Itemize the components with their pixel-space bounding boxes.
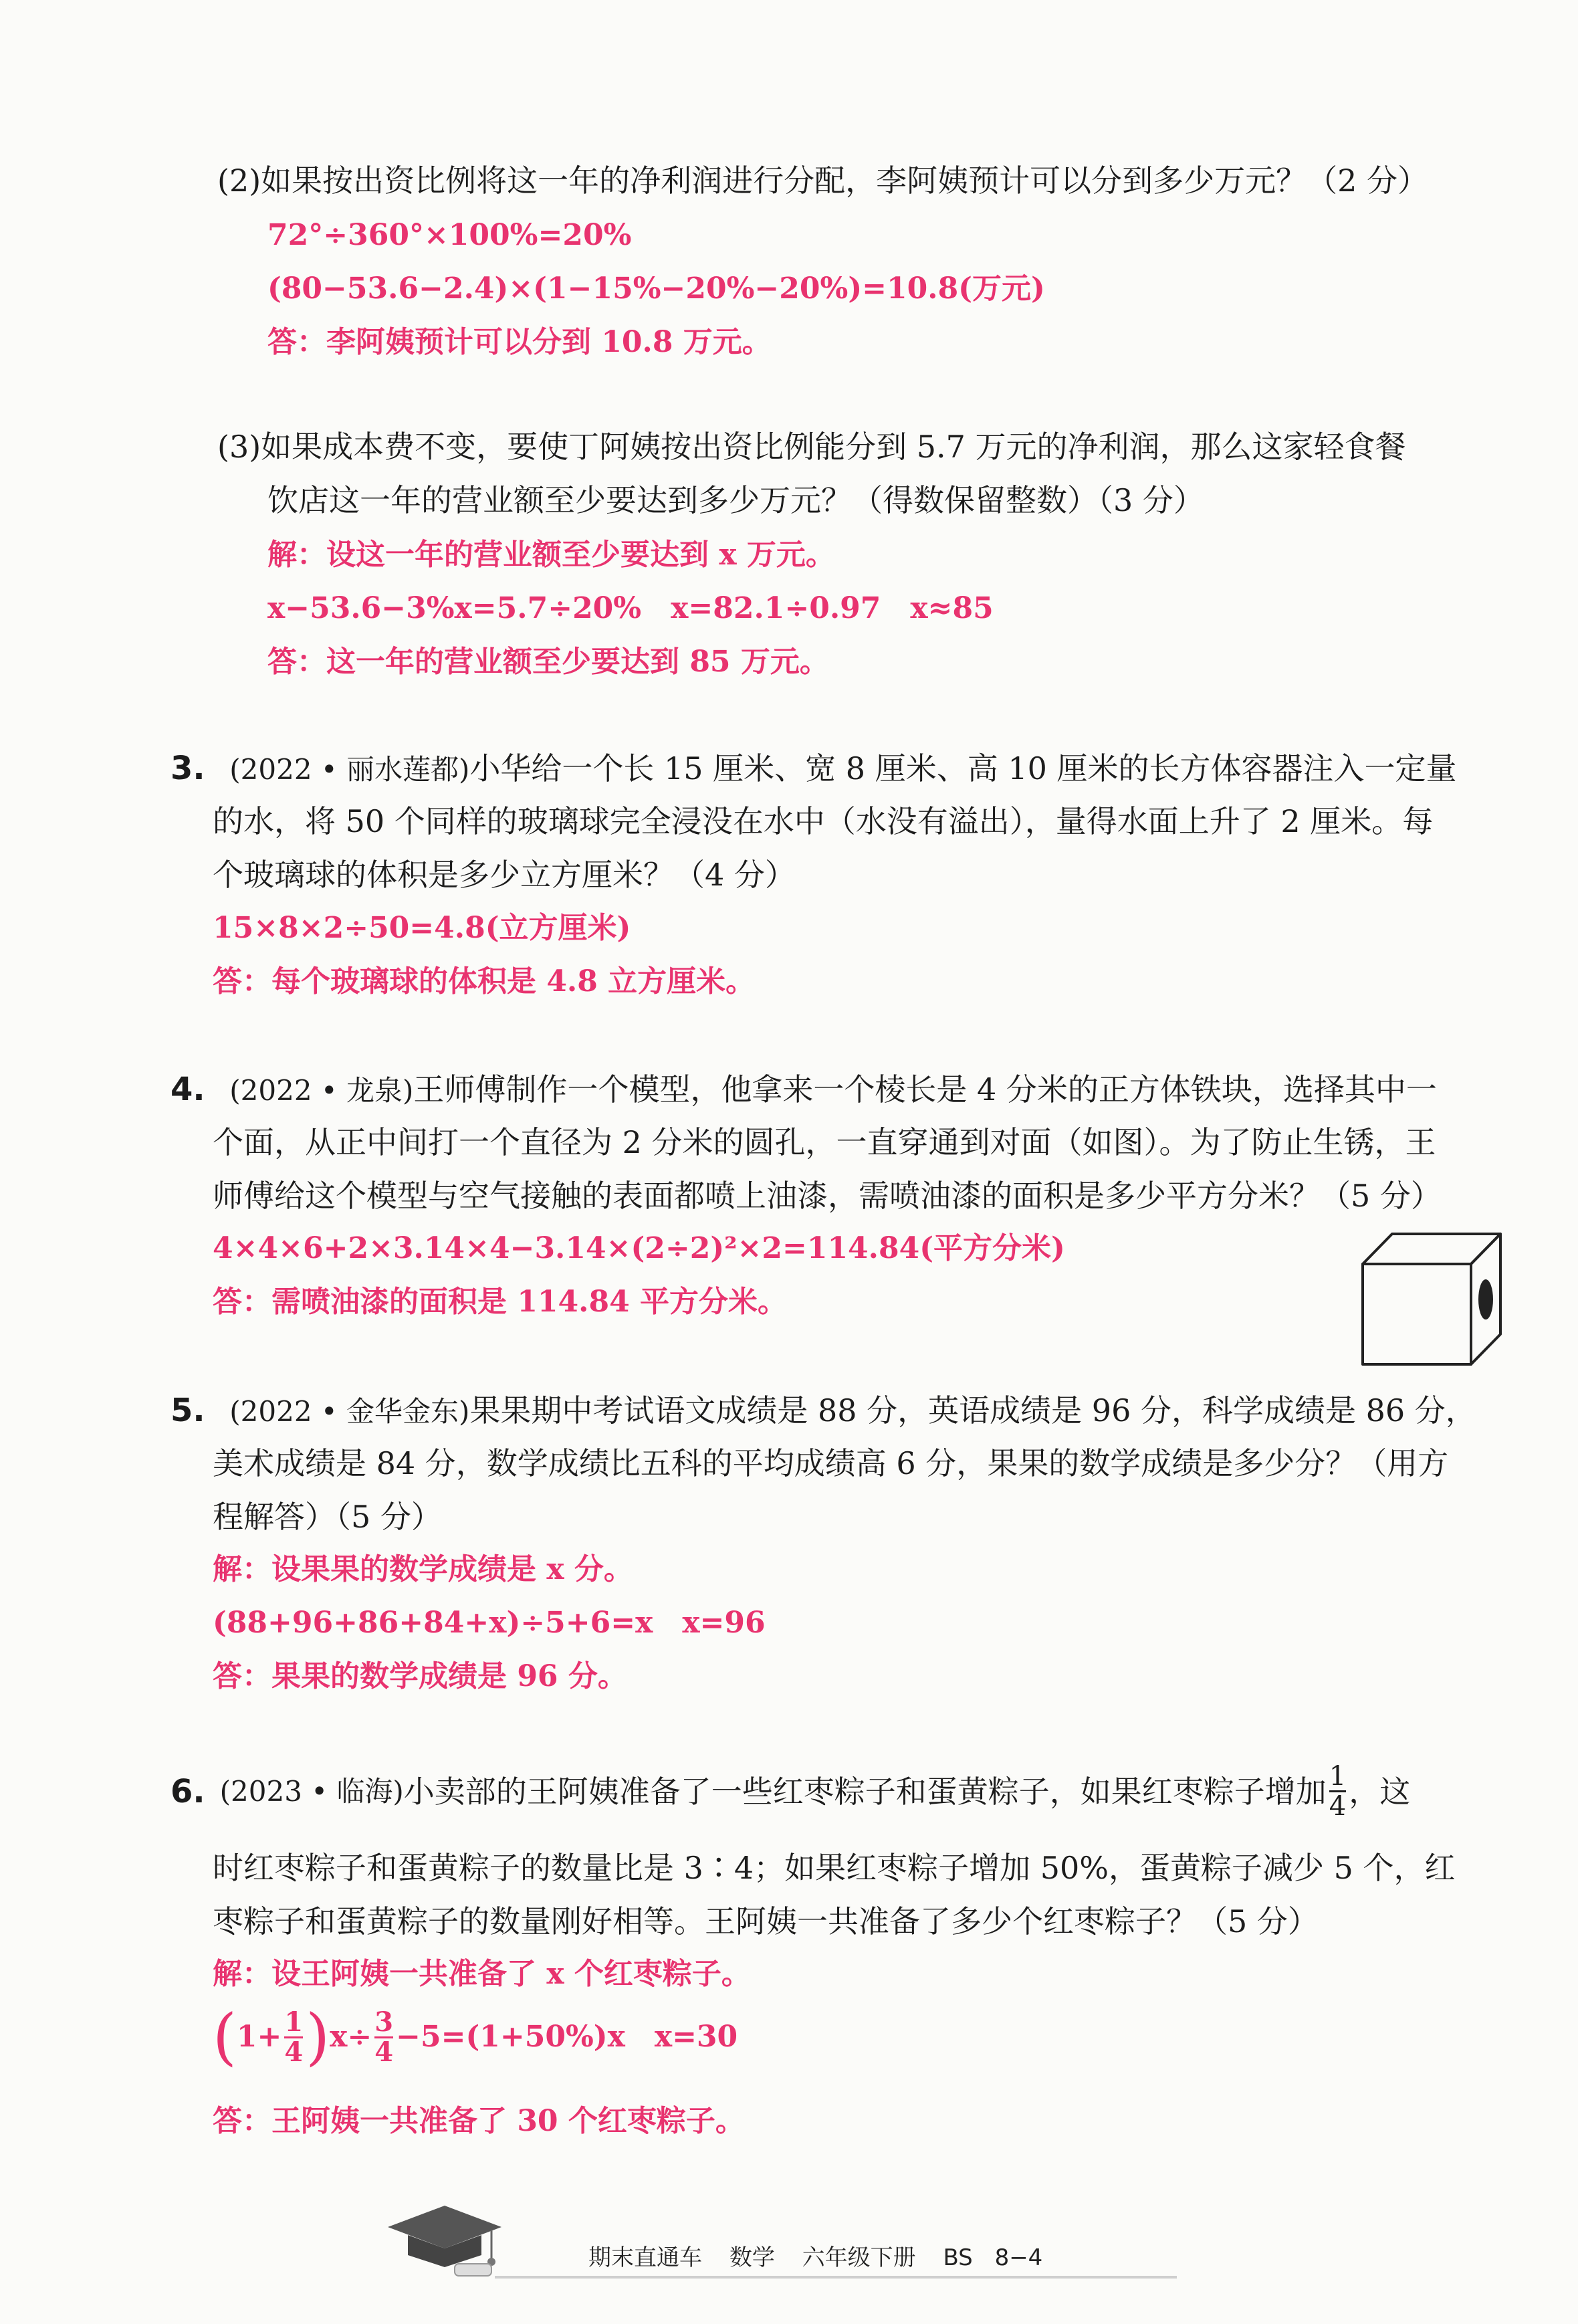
- q6-source: (2023 • 临海): [219, 1774, 404, 1808]
- q5-question-line1: [171, 1394, 1476, 1427]
- q3-question-line3: 个玻璃球的体积是多少立方厘米？（4 分）: [213, 857, 796, 893]
- q6-fraction-numerator: 1: [1329, 1761, 1347, 1792]
- footer-edition: BS: [943, 2244, 973, 2271]
- q2-2-answer-line1: 72°÷360°×100%=20%: [267, 218, 632, 252]
- q6-question-line1: [171, 1762, 1410, 1820]
- q2-2-answer-line3: 答：李阿姨预计可以分到 10.8 万元。: [267, 325, 772, 359]
- q4-question-text: 王师傅制作一个模型，他拿来一个棱长是 4 分米的正方体铁块，选择其中一: [413, 1071, 1437, 1107]
- footer: [588, 2239, 1042, 2272]
- q6-fraction-denominator: 4: [1329, 1791, 1347, 1822]
- q4-question-line1: [171, 1071, 1437, 1108]
- q6-number: 6.: [171, 1772, 205, 1810]
- q2-3-question-line2: 饮店这一年的营业额至少要达到多少万元？（得数保留整数）（3 分）: [267, 482, 1204, 518]
- q5-question-line3: 程解答）（5 分）: [213, 1499, 442, 1535]
- q6-question-line3: 枣粽子和蛋黄粽子的数量刚好相等。王阿姨一共准备了多少个红枣粽子？（5 分）: [213, 1903, 1319, 1939]
- q6-answer-line3: 答：王阿姨一共准备了 30 个红枣粽子。: [213, 2104, 745, 2138]
- footer-rule: [495, 2274, 1177, 2281]
- q5-number: 5.: [171, 1392, 205, 1429]
- q5-answer-line3: 答：果果的数学成绩是 96 分。: [213, 1659, 627, 1693]
- q6-answer-line1: 解：设王阿姨一共准备了 x 个红枣粽子。: [213, 1957, 751, 1991]
- footer-subject: 数学: [729, 2244, 775, 2271]
- q6-answer-line2: [213, 2001, 738, 2073]
- q4-answer-line2: 答：需喷油漆的面积是 114.84 平方分米。: [213, 1285, 788, 1319]
- q2-3-answer-line1: 解：设这一年的营业额至少要达到 x 万元。: [267, 538, 835, 572]
- q4-source: (2022 • 龙泉): [229, 1074, 414, 1107]
- q3-question-line1: [171, 750, 1457, 787]
- q2-3-answer-line3: 答：这一年的营业额至少要达到 85 万元。: [267, 645, 829, 679]
- footer-grade: 六年级下册: [802, 2244, 916, 2271]
- q3-answer-line2: 答：每个玻璃球的体积是 4.8 立方厘米。: [213, 964, 756, 998]
- q5-answer-line1: 解：设果果的数学成绩是 x 分。: [213, 1552, 633, 1586]
- footer-book-title: 期末直通车: [588, 2244, 702, 2271]
- q3-question-line2: 的水，将 50 个同样的玻璃球完全浸没在水中（水没有溢出），量得水面上升了 2 厘米。每: [213, 803, 1434, 839]
- q6-expr-b: x÷: [330, 2020, 372, 2054]
- q6-paren-close: ): [306, 2001, 330, 2073]
- q6-answer-fraction-1: [284, 2008, 303, 2067]
- q6-ans-frac1-denominator: 4: [284, 2036, 304, 2068]
- q6-expr-a: 1+: [236, 2020, 282, 2054]
- q4-answer-line1: 4×4×6+2×3.14×4−3.14×(2÷2)²×2=114.84(平方分米): [213, 1231, 1065, 1265]
- q6-question-text-tail: ，这: [1349, 1773, 1411, 1810]
- q4-question-line3: 师傅给这个模型与空气接触的表面都喷上油漆，需喷油漆的面积是多少平方分米？（5 分）: [213, 1178, 1442, 1214]
- q6-expr-c: −5=(1+50%)x x=30: [396, 2020, 738, 2054]
- graduation-cap-icon: [381, 2200, 508, 2287]
- cube-front-face: [1363, 1264, 1471, 1364]
- q2-3-question-line1: (3)如果成本费不变，要使丁阿姨按出资比例能分到 5.7 万元的净利润，那么这家轻食餐: [217, 429, 1406, 465]
- q6-question-line2: 时红枣粽子和蛋黄粽子的数量比是 3∶4；如果红枣粽子增加 50%，蛋黄粽子减少 5 个，红: [213, 1850, 1456, 1886]
- q5-source: (2022 • 金华金东): [229, 1395, 470, 1428]
- q4-number: 4.: [171, 1071, 205, 1108]
- q6-ans-frac2-numerator: 3: [374, 2006, 394, 2038]
- q2-2-answer-line2: (80−53.6−2.4)×(1−15%−20%−20%)=10.8(万元): [267, 272, 1045, 306]
- cube-hole: [1478, 1279, 1493, 1319]
- q6-paren-open: (: [213, 2001, 237, 2073]
- q3-source: (2022 • 丽水莲都): [229, 753, 470, 786]
- q2-2-question: (2)如果按出资比例将这一年的净利润进行分配，李阿姨预计可以分到多少万元？（2 分）: [217, 163, 1429, 199]
- q3-answer-line1: 15×8×2÷50=4.8(立方厘米): [213, 911, 631, 945]
- q6-question-fraction: [1329, 1762, 1346, 1820]
- q5-answer-line2: (88+96+86+84+x)÷5+6=x x=96: [213, 1606, 766, 1640]
- cube-top-face: [1363, 1234, 1500, 1264]
- q6-question-text: 小卖部的王阿姨准备了一些红枣粽子和蛋黄粽子，如果红枣粽子增加: [403, 1773, 1327, 1810]
- footer-page-number: 8−4: [994, 2244, 1043, 2271]
- q6-ans-frac1-numerator: 1: [284, 2006, 304, 2038]
- q5-question-text: 果果期中考试语文成绩是 88 分，英语成绩是 96 分，科学成绩是 86 分，: [469, 1392, 1476, 1429]
- q4-question-line2: 个面，从正中间打一个直径为 2 分米的圆孔，一直穿通到对面（如图）。为了防止生锈，王: [213, 1124, 1436, 1160]
- q3-question-text: 小华给一个长 15 厘米、宽 8 厘米、高 10 厘米的长方体容器注入一定量: [469, 750, 1457, 786]
- q3-number: 3.: [171, 750, 205, 787]
- q2-3-answer-line2: x−53.6−3%x=5.7÷20% x=82.1÷0.97 x≈85: [267, 591, 994, 625]
- q6-ans-frac2-denominator: 4: [374, 2036, 394, 2068]
- q6-answer-fraction-2: [374, 2008, 393, 2067]
- cube-with-hole-figure: [1357, 1227, 1504, 1368]
- q5-question-line2: 美术成绩是 84 分，数学成绩比五科的平均成绩高 6 分，果果的数学成绩是多少分？（用方: [213, 1445, 1449, 1481]
